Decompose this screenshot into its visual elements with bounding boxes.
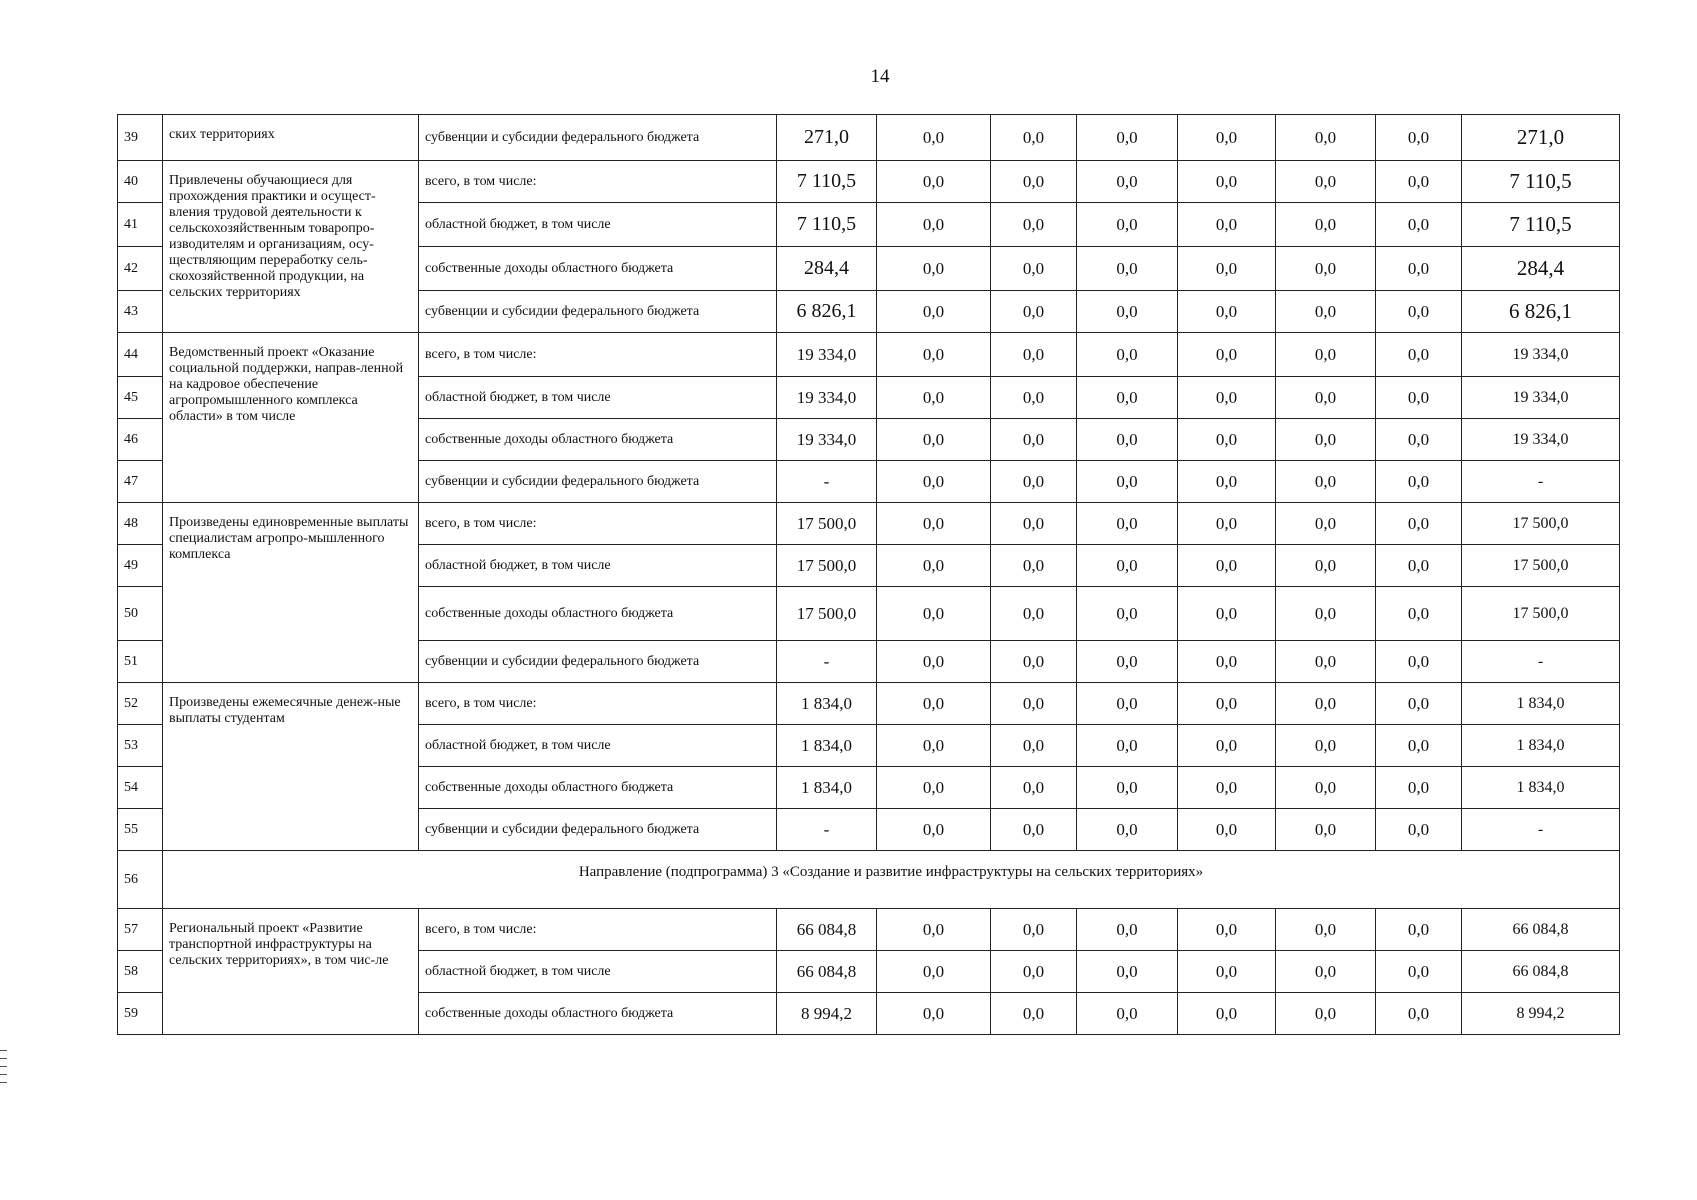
value-cell: 0,0 xyxy=(1376,587,1462,641)
value-cell: 0,0 xyxy=(1376,377,1462,419)
value-cell: 0,0 xyxy=(1178,809,1276,851)
value-cell: 0,0 xyxy=(1178,377,1276,419)
funding-source: собственные доходы областного бюджета xyxy=(419,587,777,641)
value-cell: - xyxy=(777,809,877,851)
funding-source: всего, в том числе: xyxy=(419,683,777,725)
value-cell: 0,0 xyxy=(877,461,991,503)
value-cell: 0,0 xyxy=(991,419,1077,461)
value-cell: 0,0 xyxy=(877,641,991,683)
value-cell: 0,0 xyxy=(1376,333,1462,377)
value-cell: 0,0 xyxy=(1376,725,1462,767)
value-cell: 1 834,0 xyxy=(777,767,877,809)
value-cell: 0,0 xyxy=(991,247,1077,291)
funding-source: субвенции и субсидии федерального бюджета xyxy=(419,641,777,683)
value-total: 8 994,2 xyxy=(1462,993,1620,1035)
value-cell: 0,0 xyxy=(877,503,991,545)
value-total: 284,4 xyxy=(1462,247,1620,291)
value-total: 1 834,0 xyxy=(1462,725,1620,767)
value-cell: 0,0 xyxy=(1276,725,1376,767)
value-cell: 0,0 xyxy=(1178,503,1276,545)
value-cell: 0,0 xyxy=(991,767,1077,809)
value-cell: 0,0 xyxy=(1276,993,1376,1035)
value-cell: 0,0 xyxy=(991,909,1077,951)
value-cell: 19 334,0 xyxy=(777,333,877,377)
row-number: 43 xyxy=(118,291,163,333)
funding-source: областной бюджет, в том числе xyxy=(419,725,777,767)
value-cell: 0,0 xyxy=(1376,951,1462,993)
value-cell: 66 084,8 xyxy=(777,909,877,951)
value-cell: 0,0 xyxy=(877,909,991,951)
value-cell: 0,0 xyxy=(1376,683,1462,725)
value-cell: 0,0 xyxy=(1376,993,1462,1035)
measure-description: Привлечены обучающиеся для прохождения практики и осущест-вления трудовой деятельности к сельскохозяйственным товаропро-изводителям и организациям, осу-ществляющим переработку сель-скохозяйственной продукции, на сельских территориях xyxy=(163,161,419,333)
value-cell: 0,0 xyxy=(1178,333,1276,377)
value-total: 6 826,1 xyxy=(1462,291,1620,333)
value-cell: 0,0 xyxy=(1376,545,1462,587)
value-cell: 0,0 xyxy=(1077,993,1178,1035)
value-cell: 0,0 xyxy=(1276,641,1376,683)
value-cell: 0,0 xyxy=(991,725,1077,767)
value-cell: 0,0 xyxy=(877,333,991,377)
funding-source: областной бюджет, в том числе xyxy=(419,951,777,993)
table-row xyxy=(118,683,1620,725)
funding-source: собственные доходы областного бюджета xyxy=(419,419,777,461)
value-cell: 0,0 xyxy=(1276,683,1376,725)
value-cell: 17 500,0 xyxy=(777,587,877,641)
value-cell: 0,0 xyxy=(1376,203,1462,247)
value-total: 17 500,0 xyxy=(1462,587,1620,641)
row-number: 59 xyxy=(118,993,163,1035)
value-cell: 0,0 xyxy=(1376,909,1462,951)
value-total: 7 110,5 xyxy=(1462,161,1620,203)
value-cell: 0,0 xyxy=(1077,809,1178,851)
row-number: 50 xyxy=(118,587,163,641)
measure-description: Региональный проект «Развитие транспортной инфраструктуры на сельских территориях», в том чис-ле xyxy=(163,909,419,1035)
value-cell: 0,0 xyxy=(877,291,991,333)
table-row xyxy=(118,851,1620,909)
value-cell: 0,0 xyxy=(877,377,991,419)
value-cell: 0,0 xyxy=(991,377,1077,419)
value-total: - xyxy=(1462,641,1620,683)
funding-source: всего, в том числе: xyxy=(419,161,777,203)
value-cell: 0,0 xyxy=(991,951,1077,993)
value-cell: 17 500,0 xyxy=(777,503,877,545)
row-number: 52 xyxy=(118,683,163,725)
value-cell: 0,0 xyxy=(1376,503,1462,545)
value-total: 19 334,0 xyxy=(1462,419,1620,461)
value-cell: 0,0 xyxy=(991,587,1077,641)
value-cell: 7 110,5 xyxy=(777,161,877,203)
value-cell: 66 084,8 xyxy=(777,951,877,993)
value-cell: 0,0 xyxy=(1178,461,1276,503)
value-cell: 17 500,0 xyxy=(777,545,877,587)
value-cell: 0,0 xyxy=(1376,247,1462,291)
value-cell: 0,0 xyxy=(877,247,991,291)
value-cell: 0,0 xyxy=(1276,247,1376,291)
value-cell: 0,0 xyxy=(877,587,991,641)
value-cell: 0,0 xyxy=(1276,203,1376,247)
value-cell: 271,0 xyxy=(777,115,877,161)
value-total: 19 334,0 xyxy=(1462,333,1620,377)
measure-description: Произведены единовременные выплаты специалистам агропро-мышленного комплекса xyxy=(163,503,419,683)
value-cell: 0,0 xyxy=(877,161,991,203)
funding-source: всего, в том числе: xyxy=(419,503,777,545)
value-total: 66 084,8 xyxy=(1462,909,1620,951)
value-cell: 0,0 xyxy=(877,809,991,851)
value-cell: 0,0 xyxy=(1178,587,1276,641)
value-cell: 0,0 xyxy=(991,333,1077,377)
value-cell: 6 826,1 xyxy=(777,291,877,333)
value-cell: 0,0 xyxy=(1376,291,1462,333)
value-cell: 0,0 xyxy=(1276,419,1376,461)
funding-source: субвенции и субсидии федерального бюджета xyxy=(419,115,777,161)
value-cell: 0,0 xyxy=(877,767,991,809)
margin-marks xyxy=(0,1050,8,1180)
value-cell: 0,0 xyxy=(1077,461,1178,503)
table-row xyxy=(118,503,1620,545)
value-cell: 0,0 xyxy=(1077,503,1178,545)
value-cell: 0,0 xyxy=(877,545,991,587)
value-cell: 0,0 xyxy=(1276,503,1376,545)
value-cell: 0,0 xyxy=(1376,767,1462,809)
value-cell: 0,0 xyxy=(1376,161,1462,203)
table-row xyxy=(118,115,1620,161)
value-cell: 0,0 xyxy=(1077,203,1178,247)
row-number: 55 xyxy=(118,809,163,851)
measure-description: ских территориях xyxy=(163,115,419,161)
value-cell: 0,0 xyxy=(1178,951,1276,993)
value-cell: 0,0 xyxy=(1276,587,1376,641)
value-cell: 0,0 xyxy=(1077,951,1178,993)
value-cell: 0,0 xyxy=(1376,461,1462,503)
value-cell: 0,0 xyxy=(991,683,1077,725)
value-cell: 0,0 xyxy=(1178,247,1276,291)
value-cell: 0,0 xyxy=(1077,115,1178,161)
table-row xyxy=(118,909,1620,951)
funding-source: субвенции и субсидии федерального бюджета xyxy=(419,809,777,851)
value-total: 7 110,5 xyxy=(1462,203,1620,247)
value-cell: 0,0 xyxy=(1276,377,1376,419)
funding-source: областной бюджет, в том числе xyxy=(419,203,777,247)
value-cell: - xyxy=(777,461,877,503)
row-number: 57 xyxy=(118,909,163,951)
value-cell: 0,0 xyxy=(1077,909,1178,951)
value-cell: 0,0 xyxy=(1276,545,1376,587)
value-cell: 0,0 xyxy=(877,419,991,461)
budget-table xyxy=(117,114,1620,1035)
row-number: 44 xyxy=(118,333,163,377)
value-cell: 0,0 xyxy=(1178,725,1276,767)
value-cell: - xyxy=(777,641,877,683)
value-cell: 0,0 xyxy=(991,809,1077,851)
row-number: 47 xyxy=(118,461,163,503)
value-cell: 0,0 xyxy=(1077,333,1178,377)
value-cell: 0,0 xyxy=(1376,115,1462,161)
row-number: 41 xyxy=(118,203,163,247)
value-cell: 0,0 xyxy=(991,203,1077,247)
value-cell: 0,0 xyxy=(877,115,991,161)
value-cell: 0,0 xyxy=(991,993,1077,1035)
value-cell: 0,0 xyxy=(991,545,1077,587)
value-cell: 0,0 xyxy=(1276,809,1376,851)
value-total: 17 500,0 xyxy=(1462,545,1620,587)
value-total: - xyxy=(1462,809,1620,851)
value-cell: 0,0 xyxy=(1276,333,1376,377)
row-number: 48 xyxy=(118,503,163,545)
value-cell: 0,0 xyxy=(1178,545,1276,587)
row-number: 42 xyxy=(118,247,163,291)
row-number: 53 xyxy=(118,725,163,767)
value-cell: 0,0 xyxy=(877,725,991,767)
value-cell: 0,0 xyxy=(877,683,991,725)
value-cell: 0,0 xyxy=(1178,641,1276,683)
value-cell: 0,0 xyxy=(1276,767,1376,809)
value-cell: 0,0 xyxy=(1077,641,1178,683)
value-cell: 1 834,0 xyxy=(777,683,877,725)
value-total: 1 834,0 xyxy=(1462,683,1620,725)
value-cell: 284,4 xyxy=(777,247,877,291)
funding-source: субвенции и субсидии федерального бюджета xyxy=(419,461,777,503)
funding-source: собственные доходы областного бюджета xyxy=(419,767,777,809)
value-cell: 0,0 xyxy=(1077,767,1178,809)
value-cell: 0,0 xyxy=(877,203,991,247)
value-cell: 0,0 xyxy=(1178,291,1276,333)
value-cell: 0,0 xyxy=(1077,161,1178,203)
row-number: 51 xyxy=(118,641,163,683)
row-number: 40 xyxy=(118,161,163,203)
value-cell: 0,0 xyxy=(991,291,1077,333)
value-cell: 0,0 xyxy=(991,115,1077,161)
value-cell: 0,0 xyxy=(1077,291,1178,333)
measure-description: Произведены ежемесячные денеж-ные выплаты студентам xyxy=(163,683,419,851)
value-cell: 0,0 xyxy=(1276,291,1376,333)
value-cell: 0,0 xyxy=(1178,909,1276,951)
value-cell: 0,0 xyxy=(1077,587,1178,641)
value-total: - xyxy=(1462,461,1620,503)
value-total: 66 084,8 xyxy=(1462,951,1620,993)
value-cell: 0,0 xyxy=(1077,377,1178,419)
value-cell: 0,0 xyxy=(1178,419,1276,461)
value-cell: 0,0 xyxy=(1077,247,1178,291)
funding-source: всего, в том числе: xyxy=(419,909,777,951)
value-cell: 19 334,0 xyxy=(777,377,877,419)
value-cell: 0,0 xyxy=(991,461,1077,503)
value-cell: 0,0 xyxy=(1077,683,1178,725)
value-cell: 0,0 xyxy=(1276,461,1376,503)
value-cell: 0,0 xyxy=(877,993,991,1035)
value-cell: 0,0 xyxy=(1077,419,1178,461)
value-cell: 0,0 xyxy=(1376,809,1462,851)
value-cell: 0,0 xyxy=(1178,767,1276,809)
value-cell: 0,0 xyxy=(1077,545,1178,587)
value-cell: 0,0 xyxy=(1178,993,1276,1035)
value-cell: 0,0 xyxy=(1178,683,1276,725)
value-cell: 0,0 xyxy=(1077,725,1178,767)
value-cell: 0,0 xyxy=(991,161,1077,203)
value-cell: 0,0 xyxy=(1178,115,1276,161)
value-cell: 0,0 xyxy=(1276,161,1376,203)
value-cell: 0,0 xyxy=(991,641,1077,683)
value-cell: 0,0 xyxy=(1376,419,1462,461)
row-number: 49 xyxy=(118,545,163,587)
table-row xyxy=(118,161,1620,203)
table-body xyxy=(118,115,1620,1035)
value-cell: 7 110,5 xyxy=(777,203,877,247)
value-cell: 19 334,0 xyxy=(777,419,877,461)
value-cell: 0,0 xyxy=(1178,161,1276,203)
value-total: 1 834,0 xyxy=(1462,767,1620,809)
funding-source: областной бюджет, в том числе xyxy=(419,545,777,587)
funding-source: всего, в том числе: xyxy=(419,333,777,377)
measure-description: Ведомственный проект «Оказание социальной поддержки, направ-ленной на кадровое обеспечение агропромышленного комплекса области» в том числе xyxy=(163,333,419,503)
funding-source: собственные доходы областного бюджета xyxy=(419,247,777,291)
page-number: 14 xyxy=(870,66,890,87)
table-row xyxy=(118,333,1620,377)
funding-source: субвенции и субсидии федерального бюджета xyxy=(419,291,777,333)
value-total: 19 334,0 xyxy=(1462,377,1620,419)
value-cell: 0,0 xyxy=(877,951,991,993)
value-cell: 0,0 xyxy=(1376,641,1462,683)
value-total: 17 500,0 xyxy=(1462,503,1620,545)
value-cell: 0,0 xyxy=(1178,203,1276,247)
value-total: 271,0 xyxy=(1462,115,1620,161)
value-cell: 0,0 xyxy=(1276,115,1376,161)
row-number: 45 xyxy=(118,377,163,419)
value-cell: 0,0 xyxy=(991,503,1077,545)
funding-source: собственные доходы областного бюджета xyxy=(419,993,777,1035)
row-number: 39 xyxy=(118,115,163,161)
funding-source: областной бюджет, в том числе xyxy=(419,377,777,419)
section-heading: Направление (подпрограмма) 3 «Создание и развитие инфраструктуры на сельских территориях» xyxy=(163,851,1620,909)
value-cell: 8 994,2 xyxy=(777,993,877,1035)
row-number: 58 xyxy=(118,951,163,993)
value-cell: 0,0 xyxy=(1276,909,1376,951)
row-number: 46 xyxy=(118,419,163,461)
value-cell: 1 834,0 xyxy=(777,725,877,767)
row-number: 56 xyxy=(118,851,163,909)
value-cell: 0,0 xyxy=(1276,951,1376,993)
row-number: 54 xyxy=(118,767,163,809)
